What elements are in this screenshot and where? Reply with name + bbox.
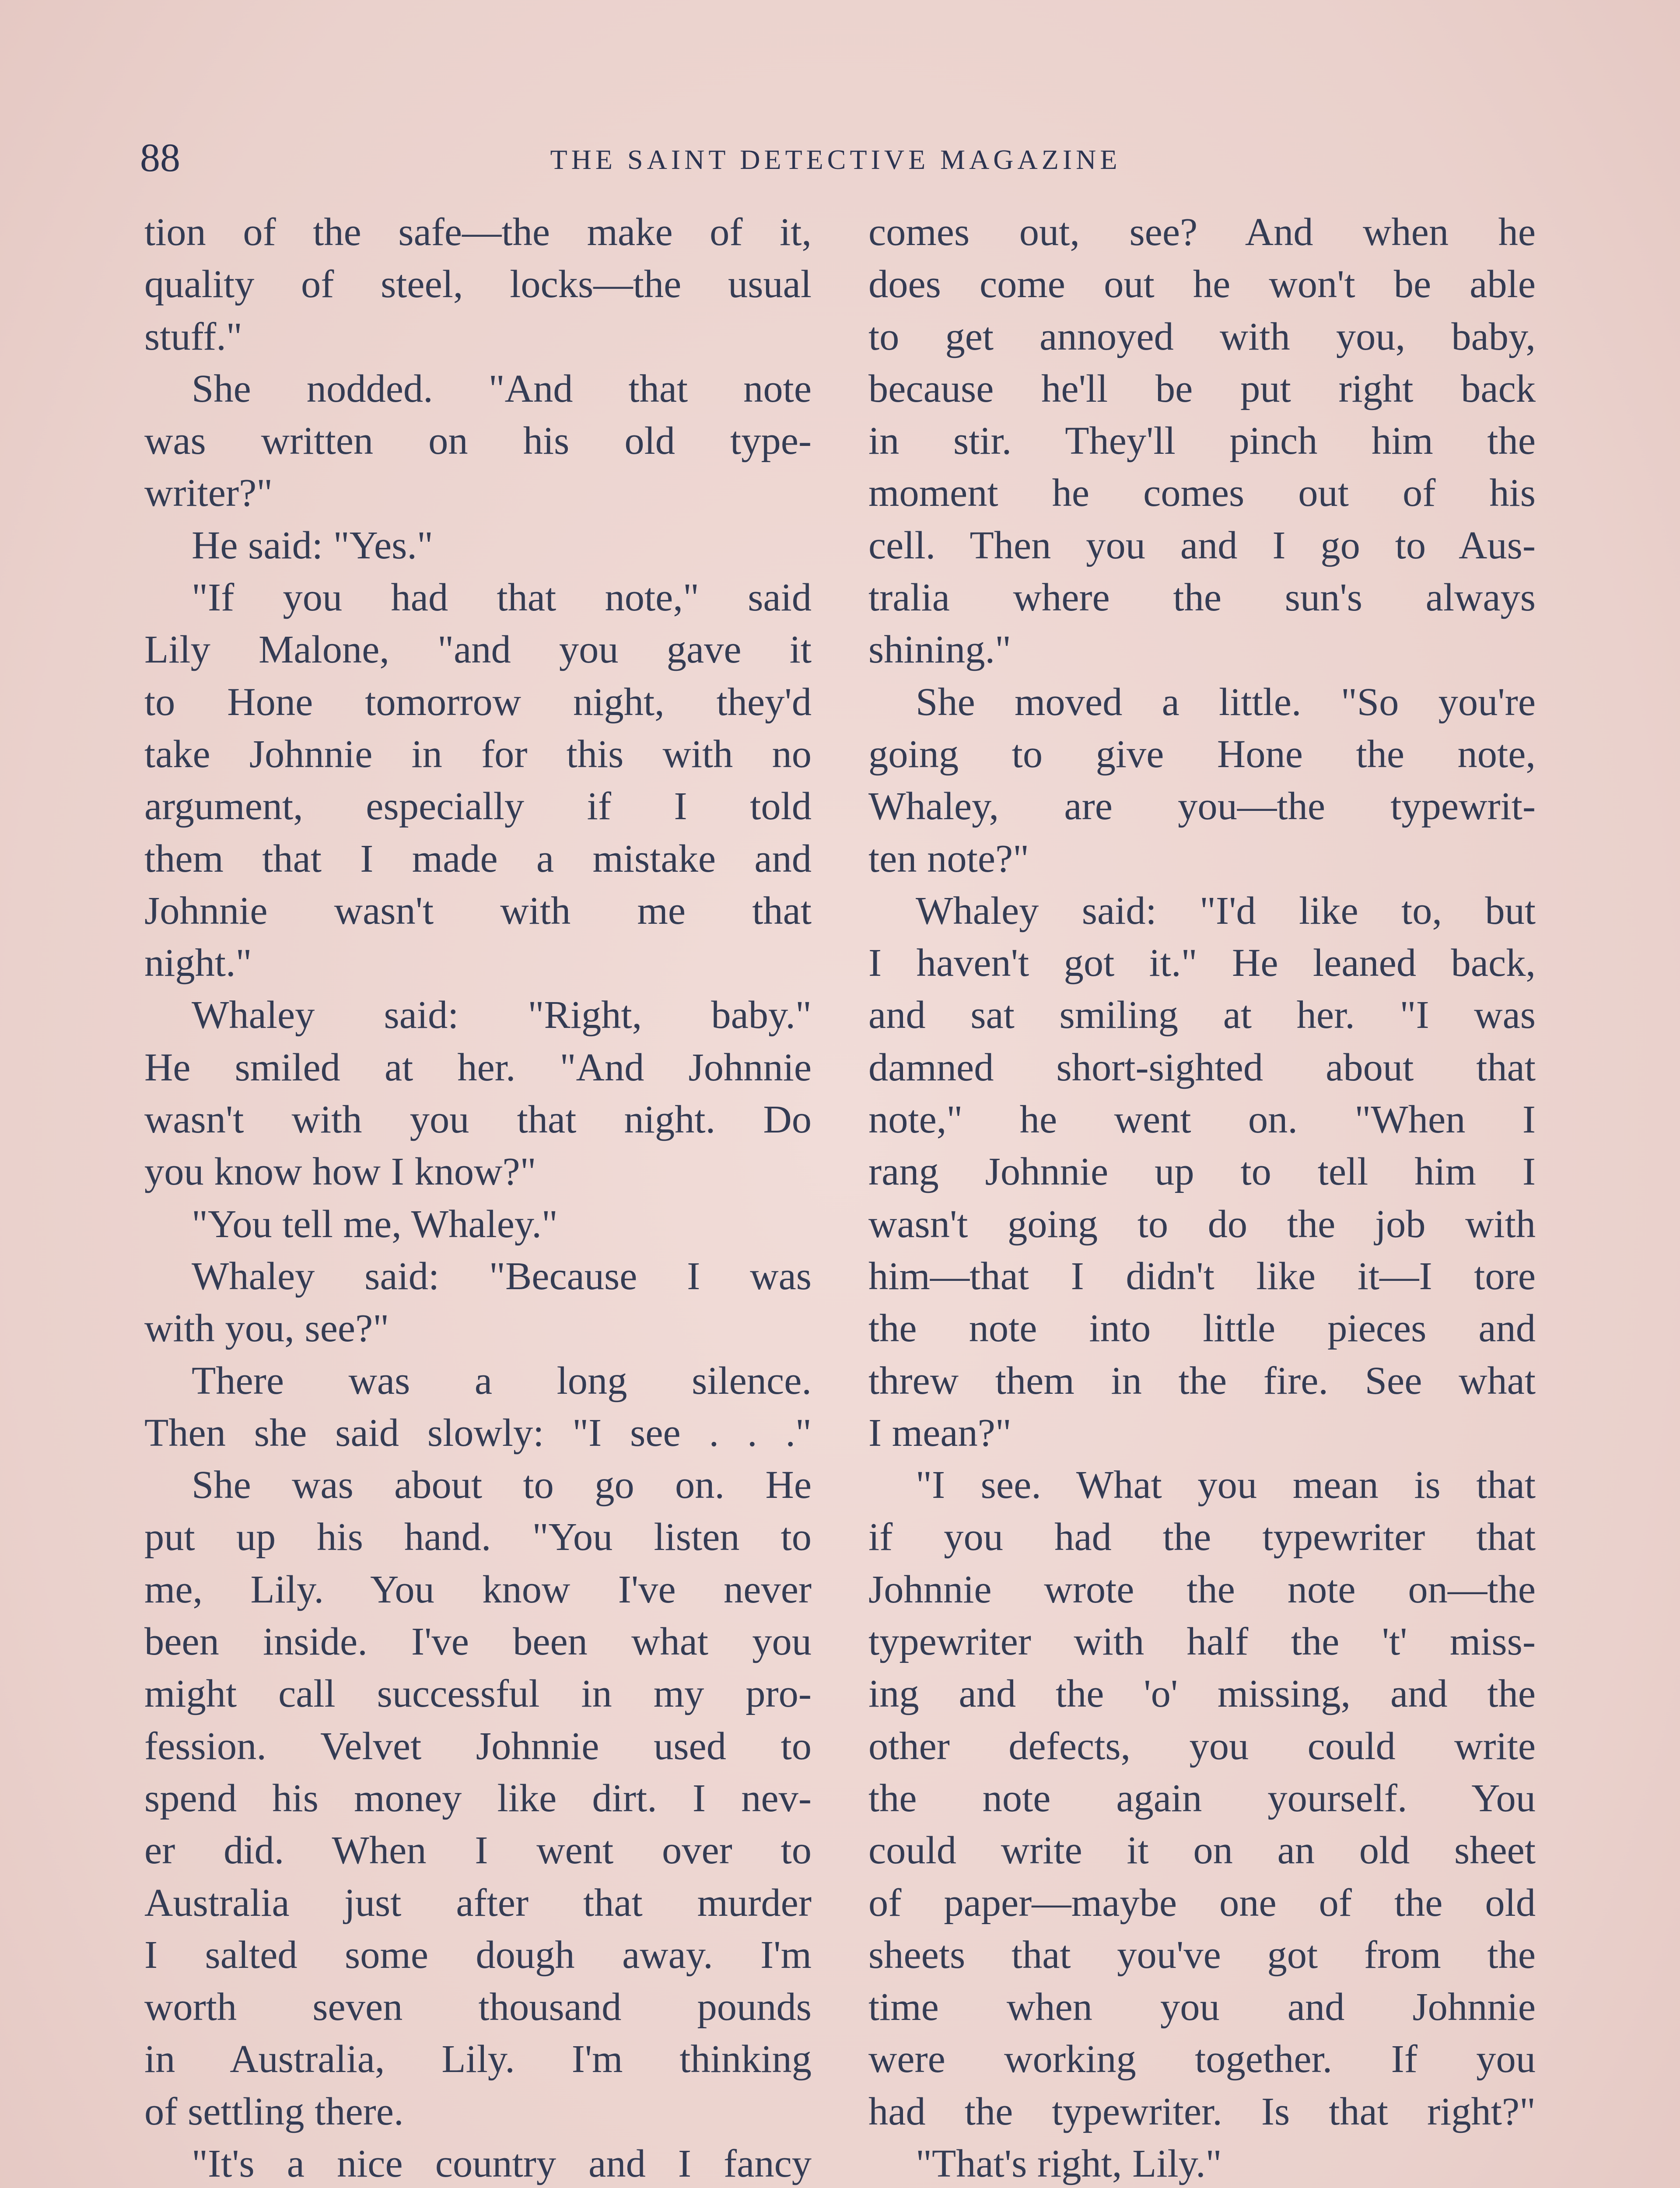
text-line: in Australia, Lily. I'm thinking [144, 2037, 812, 2081]
text-line: "That's right, Lily." [916, 2141, 1222, 2185]
text-line: going to give Hone the note, [868, 731, 1536, 776]
text-line: "It's a nice country and I fancy [192, 2141, 812, 2185]
text-line: the note into little pieces and [868, 1306, 1536, 1350]
text-line: "I see. What you mean is that [916, 1462, 1536, 1507]
left-text-column [144, 206, 812, 2188]
text-line: put up his hand. "You listen to [144, 1515, 812, 1559]
text-line: was written on his old type- [144, 418, 812, 463]
text-line: them that I made a mistake and [144, 836, 812, 880]
text-line: Whaley said: "Right, baby." [192, 992, 812, 1037]
text-line: the note again yourself. You [868, 1775, 1536, 1820]
text-line: and sat smiling at her. "I was [868, 992, 1536, 1037]
text-line: Lily Malone, "and you gave it [144, 627, 812, 672]
text-line: sheets that you've got from the [868, 1932, 1536, 1977]
text-line: ing and the 'o' missing, and the [868, 1671, 1536, 1716]
text-line: "You tell me, Whaley." [192, 1201, 558, 1246]
text-line: ten note?" [868, 836, 1029, 880]
text-line: to Hone tomorrow night, they'd [144, 679, 812, 724]
text-line: other defects, you could write [868, 1723, 1536, 1768]
text-line: She nodded. "And that note [192, 366, 812, 410]
text-line: might call successful in my pro- [144, 1671, 812, 1716]
text-line: He said: "Yes." [192, 522, 433, 567]
text-line: you know how I know?" [144, 1149, 536, 1194]
text-line: could write it on an old sheet [868, 1828, 1536, 1872]
text-line: been inside. I've been what you [144, 1619, 812, 1664]
page-header [140, 131, 1531, 188]
text-line: stuff." [144, 314, 242, 358]
text-line: "If you had that note," said [192, 575, 812, 620]
text-line: of settling there. [144, 2089, 404, 2133]
text-line: does come out he won't be able [868, 262, 1536, 306]
text-line: She moved a little. "So you're [916, 679, 1536, 724]
text-line: night." [144, 940, 252, 985]
text-line: take Johnnie in for this with no [144, 731, 812, 776]
text-line: I mean?" [868, 1410, 1012, 1455]
text-line: Whaley said: "I'd like to, but [916, 888, 1536, 933]
text-line: Whaley, are you—the typewrit- [868, 784, 1536, 828]
text-line: She was about to go on. He [192, 1462, 812, 1507]
text-line: to get annoyed with you, baby, [868, 314, 1536, 358]
text-line: He smiled at her. "And Johnnie [144, 1045, 812, 1089]
text-line: if you had the typewriter that [868, 1515, 1536, 1559]
text-line: wasn't going to do the job with [868, 1201, 1536, 1246]
text-line: shining." [868, 627, 1012, 672]
text-line: me, Lily. You know I've never [144, 1567, 812, 1611]
text-line: cell. Then you and I go to Aus- [868, 522, 1536, 567]
text-line: had the typewriter. Is that right?" [868, 2089, 1536, 2133]
text-line: I haven't got it." He leaned back, [868, 940, 1536, 985]
text-line: spend his money like dirt. I nev- [144, 1775, 812, 1820]
text-line: note," he went on. "When I [868, 1097, 1536, 1142]
text-line: er did. When I went over to [144, 1828, 812, 1872]
running-title: THE SAINT DETECTIVE MAGAZINE [550, 144, 1121, 175]
text-line: There was a long silence. [192, 1358, 812, 1403]
text-line: him—that I didn't like it—I tore [868, 1253, 1536, 1298]
text-line: Johnnie wasn't with me that [144, 888, 812, 933]
text-line: quality of steel, locks—the usual [144, 262, 812, 306]
text-line: threw them in the fire. See what [868, 1358, 1536, 1403]
text-line: typewriter with half the 't' miss- [868, 1619, 1536, 1664]
text-line: tion of the safe—the make of it, [144, 210, 812, 254]
text-line: rang Johnnie up to tell him I [868, 1149, 1536, 1194]
right-text-column [868, 206, 1536, 2188]
text-line: of paper—maybe one of the old [868, 1880, 1536, 1925]
text-line: worth seven thousand pounds [144, 1985, 812, 2029]
page-number: 88 [140, 135, 180, 180]
text-line: Australia just after that murder [144, 1880, 812, 1925]
text-line: fession. Velvet Johnnie used to [144, 1723, 812, 1768]
text-line: argument, especially if I told [144, 784, 812, 828]
text-line: I salted some dough away. I'm [144, 1932, 812, 1977]
text-line: Whaley said: "Because I was [192, 1253, 812, 1298]
text-line: time when you and Johnnie [868, 1985, 1536, 2029]
text-line: with you, see?" [144, 1306, 389, 1350]
text-line: wasn't with you that night. Do [144, 1097, 812, 1142]
text-line: moment he comes out of his [868, 470, 1536, 515]
text-line: in stir. They'll pinch him the [868, 418, 1536, 463]
text-line: tralia where the sun's always [868, 575, 1536, 620]
text-line: Then she said slowly: "I see . . ." [144, 1410, 812, 1455]
text-line: were working together. If you [868, 2037, 1536, 2081]
text-line: writer?" [144, 470, 273, 515]
text-line: Johnnie wrote the note on—the [868, 1567, 1536, 1611]
text-line: damned short-sighted about that [868, 1045, 1536, 1089]
text-line: comes out, see? And when he [868, 210, 1536, 254]
text-line: because he'll be put right back [868, 366, 1536, 410]
